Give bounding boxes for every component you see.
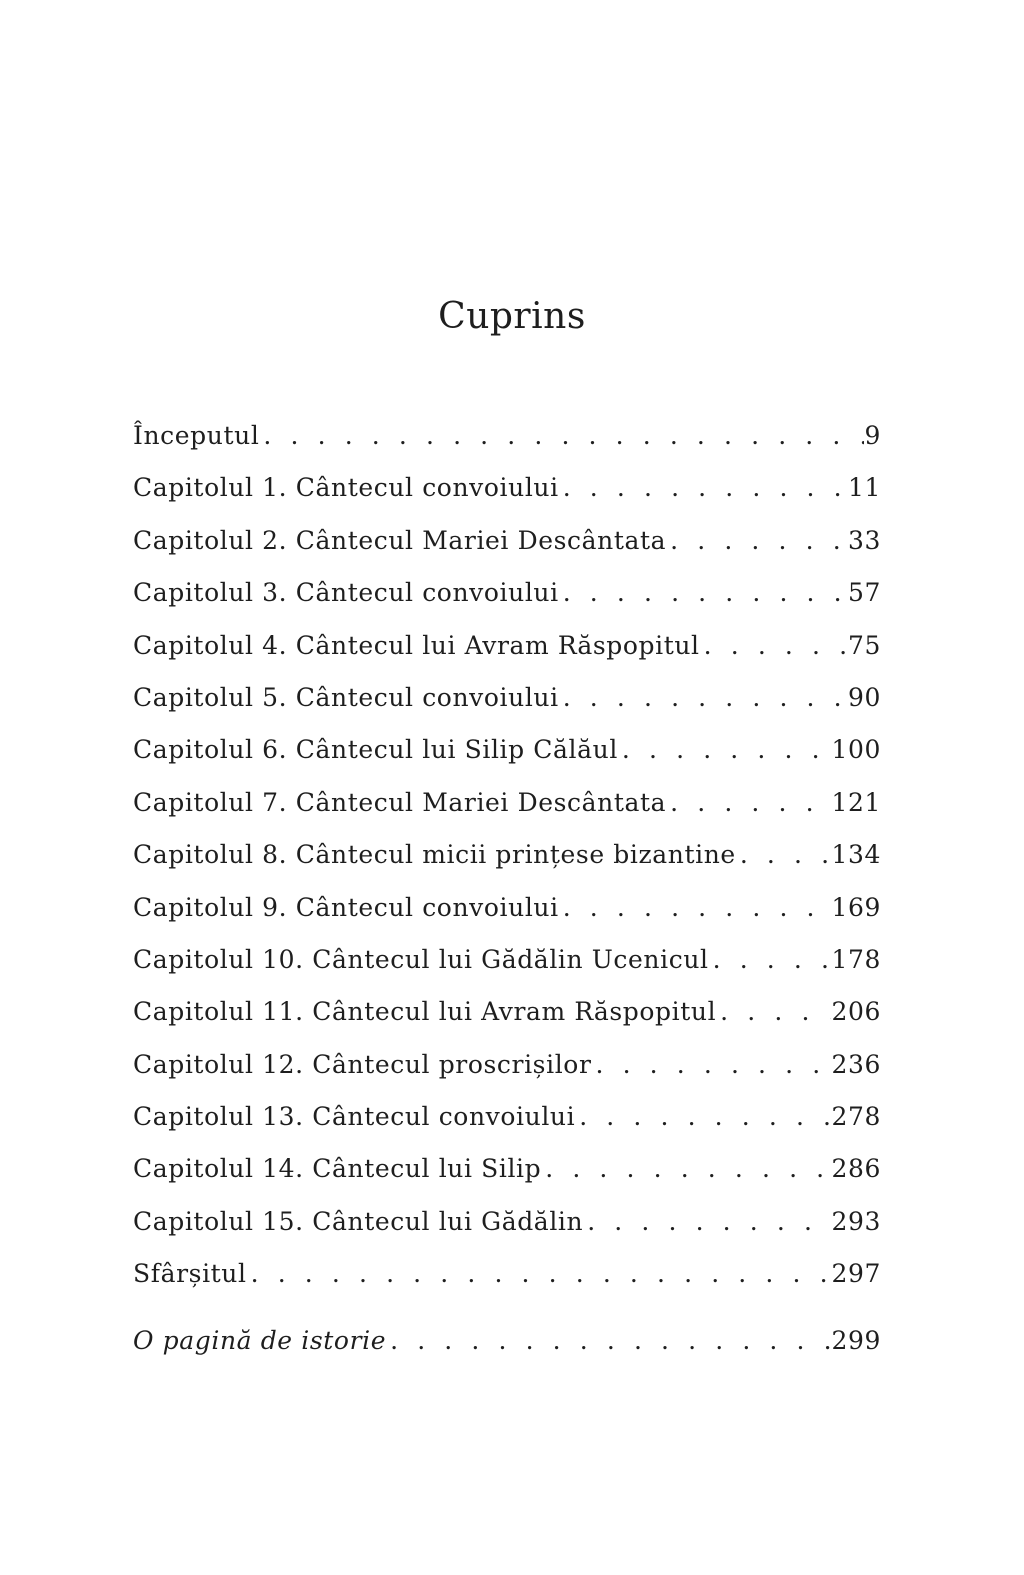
dot-leader xyxy=(709,938,832,982)
toc-entry-label: Capitolul 12. Cântecul proscrișilor xyxy=(133,1049,592,1079)
dot-leader xyxy=(559,886,832,930)
dot-leader xyxy=(700,624,848,668)
dot-leader xyxy=(247,1252,832,1296)
dot-leader xyxy=(736,833,832,877)
toc-entry xyxy=(133,1043,881,1095)
toc-entry-page: 236 xyxy=(831,1049,881,1079)
toc-entry xyxy=(133,1095,881,1147)
toc-entry-label: Capitolul 10. Cântecul lui Gădălin Ucenicul xyxy=(133,944,709,974)
toc-entry xyxy=(133,886,881,938)
toc-entry-appendix xyxy=(133,1319,881,1371)
dot-leader xyxy=(559,571,848,615)
toc-entry xyxy=(133,1200,881,1252)
page-title: Cuprins xyxy=(438,296,586,337)
toc-entry-label: Capitolul 7. Cântecul Mariei Descântata xyxy=(133,787,667,817)
toc-entry-label: Capitolul 6. Cântecul lui Silip Călăul xyxy=(133,735,618,765)
toc-entry-page: 297 xyxy=(831,1259,881,1289)
toc-entry xyxy=(133,833,881,885)
toc-entry-page: 90 xyxy=(847,682,881,712)
toc-entry xyxy=(133,728,881,780)
toc-entry-label: Sfârșitul xyxy=(133,1259,247,1289)
toc-entry-page: 286 xyxy=(831,1154,881,1184)
toc-entry-page: 169 xyxy=(831,892,881,922)
toc-entry-page: 178 xyxy=(831,944,881,974)
toc-entry xyxy=(133,1147,881,1199)
toc-entry-page: 278 xyxy=(831,1102,881,1132)
toc-entry-page: 9 xyxy=(864,421,881,450)
toc-entry xyxy=(133,676,881,728)
toc-entry xyxy=(133,571,881,623)
toc-entry xyxy=(133,624,881,676)
toc-entry-label: O pagină de istorie xyxy=(133,1325,387,1355)
toc-entry-label: Începutul xyxy=(133,421,260,450)
toc-entry-label: Capitolul 3. Cântecul convoiului xyxy=(133,578,559,608)
toc-entry-label: Capitolul 5. Cântecul convoiului xyxy=(133,682,559,712)
toc-entry-page: 33 xyxy=(847,525,881,555)
toc-entry-label: Capitolul 9. Cântecul convoiului xyxy=(133,892,559,922)
dot-leader xyxy=(575,1095,831,1139)
table-of-contents xyxy=(133,414,881,1371)
toc-entry xyxy=(133,466,881,518)
toc-entry-page: 75 xyxy=(847,630,881,660)
toc-entry-page: 121 xyxy=(831,787,881,817)
toc-entry xyxy=(133,781,881,833)
toc-entry-label: Capitolul 15. Cântecul lui Gădălin xyxy=(133,1206,584,1236)
toc-entry-label: Capitolul 4. Cântecul lui Avram Răspopitul xyxy=(133,630,700,660)
toc-entry-label: Capitolul 11. Cântecul lui Avram Răspopitul xyxy=(133,997,717,1027)
dot-leader xyxy=(666,519,848,563)
dot-leader xyxy=(716,990,831,1034)
toc-entry-page: 293 xyxy=(831,1206,881,1236)
dot-leader xyxy=(259,414,864,458)
dot-leader xyxy=(559,676,848,720)
toc-entry xyxy=(133,990,881,1042)
toc-entry-label: Capitolul 13. Cântecul convoiului xyxy=(133,1102,576,1132)
dot-leader xyxy=(386,1319,831,1363)
toc-entry-page: 100 xyxy=(831,735,881,765)
toc-entry-label: Capitolul 14. Cântecul lui Silip xyxy=(133,1154,542,1184)
dot-leader xyxy=(666,781,831,825)
toc-entry xyxy=(133,414,881,466)
dot-leader xyxy=(592,1043,832,1087)
dot-leader xyxy=(541,1147,831,1191)
toc-entry-page: 299 xyxy=(831,1325,881,1355)
toc-entry-label: Capitolul 8. Cântecul micii prințese bizantine xyxy=(133,840,736,870)
toc-entry-page: 11 xyxy=(847,473,881,503)
dot-leader xyxy=(559,466,848,510)
toc-entry xyxy=(133,938,881,990)
toc-entry xyxy=(133,519,881,571)
toc-entry-page: 206 xyxy=(831,997,881,1027)
toc-entry-page: 134 xyxy=(831,840,881,870)
toc-entry-label: Capitolul 2. Cântecul Mariei Descântata xyxy=(133,525,667,555)
toc-entry-label: Capitolul 1. Cântecul convoiului xyxy=(133,473,559,503)
dot-leader xyxy=(618,728,832,772)
dot-leader xyxy=(583,1200,831,1244)
toc-entry xyxy=(133,1252,881,1304)
toc-entry-page: 57 xyxy=(847,578,881,608)
